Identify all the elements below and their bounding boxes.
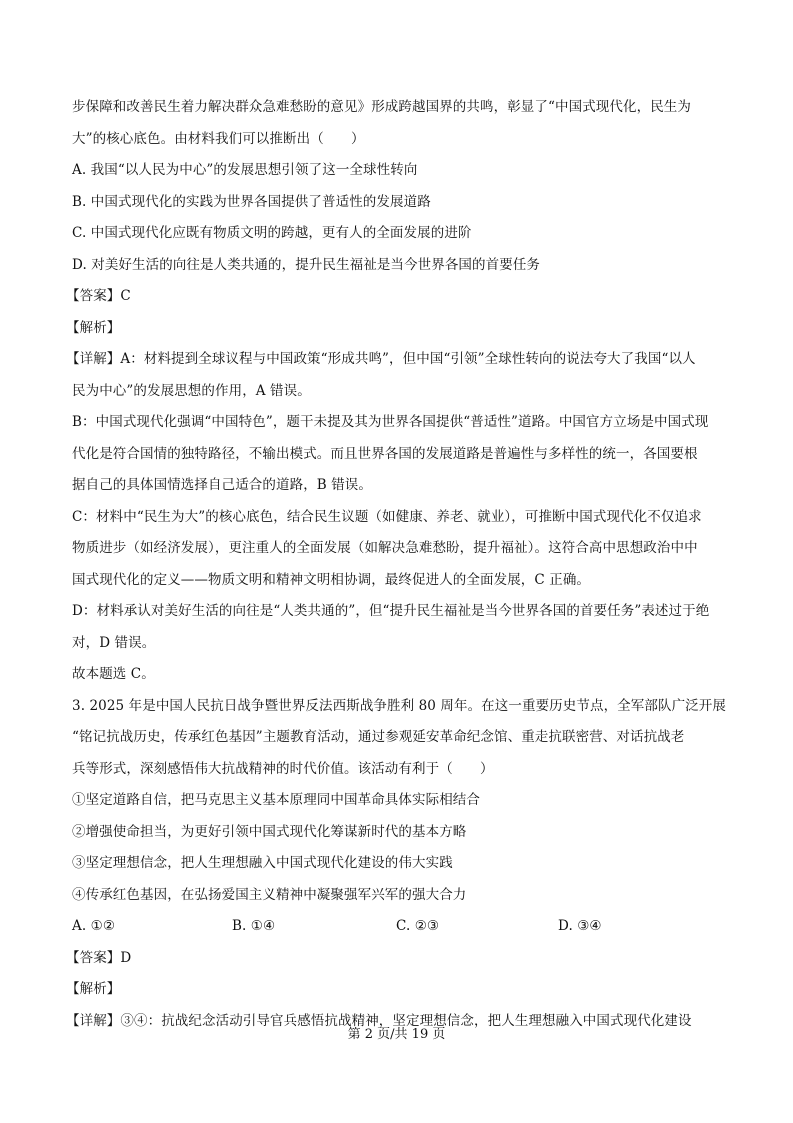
q2-detail-line: D：材料承认对美好生活的向往是“人类共通的”，但“提升民生福祉是当今世界各国的首要任务”表述过于绝 [72,603,710,619]
q2-option-a: A. 我国“以人民为中心”的发展思想引领了这一全球性转向 [72,162,418,178]
q2-detail-line: 【详解】A：材料提到全球议程与中国政策“形成共鸣”，但中国“引领”全球性转向的说法夸大了我国“以人 [66,351,696,367]
q2-detail-line: 据自己的具体国情选择自己适合的道路，B 错误。 [72,477,373,493]
q3-statement-1: ①坚定道路自信，把马克思主义基本原理同中国革命具体实际相结合 [72,792,480,808]
q3-stem-line: “铭记抗战历史，传承红色基因”主题教育活动，通过参观延安革命纪念馆、重走抗联密营、对话抗战老 [72,729,685,745]
q2-conclusion: 故本题选 C。 [72,666,155,682]
page-number-footer: 第 2 页/共 19 页 [347,1027,446,1042]
q2-answer: 【答案】C [66,288,131,304]
q3-stem-line: 3. 2025 年是中国人民抗日战争暨世界反法西斯战争胜利 80 周年。在这一重要历史节点，全军部队广泛开展 [72,697,726,714]
q3-statement-3: ③坚定理想信念，把人生理想融入中国式现代化建设的伟大实践 [72,855,453,871]
q3-detail-line: 【详解】③④：抗战纪念活动引导官兵感悟抗战精神，坚定理想信念，把人生理想融入中国式现代化建设 [66,1012,692,1029]
document-body [66,92,728,1037]
q2-detail-line: C：材料中“民生为大”的核心底色，结合民生议题（如健康、养老、就业），可推断中国式现代化不仅追求 [72,508,702,525]
q2-detail-line: B：中国式现代化强调“中国特色”，题干未提及其为世界各国提供“普适性”道路。中国官方立场是中国式现 [72,414,709,430]
q3-option-a: A. ①② [72,918,116,934]
q2-stem-line: 大”的核心底色。由材料我们可以推断出（ ） [72,130,365,147]
q2-analysis-label: 【解析】 [66,319,121,336]
q2-detail-line: 国式现代化的定义——物质文明和精神文明相协调，最终促进人的全面发展，C 正确。 [72,571,591,588]
q2-detail-line: 民为中心”的发展思想的作用，A 错误。 [72,382,311,399]
q3-option-c: C. ②③ [396,918,440,934]
q2-detail-line: 对，D 错误。 [72,634,156,651]
q2-option-c: C. 中国式现代化应既有物质文明的跨越，更有人的全面发展的进阶 [72,225,472,241]
q2-detail-line: 物质进步（如经济发展），更注重人的全面发展（如解决急难愁盼，提升福祉）。这符合高中思想政治中中 [72,540,698,556]
q3-statement-4: ④传承红色基因，在弘扬爱国主义精神中凝聚强军兴军的强大合力 [72,886,467,903]
q3-statement-2: ②增强使命担当，为更好引领中国式现代化筹谋新时代的基本方略 [72,823,467,840]
q3-option-d: D. ③④ [558,918,602,934]
q2-stem-line: 步保障和改善民生着力解决群众急难愁盼的意见》形成跨越国界的共鸣，彰显了“中国式现代化，民生为 [72,99,691,115]
q3-options-row [72,911,728,943]
q3-analysis-label: 【解析】 [66,981,121,997]
q2-detail-line: 代化是符合国情的独特路径，不输出模式。而且世界各国的发展道路是普遍性与多样性的统一，各国要根 [72,445,698,462]
q3-option-b: B. ①④ [232,918,276,934]
q3-answer: 【答案】D [66,949,132,966]
q2-option-d: D. 对美好生活的向往是人类共通的，提升民生福祉是当今世界各国的首要任务 [72,256,541,273]
q3-stem-line: 兵等形式，深刻感悟伟大抗战精神的时代价值。该活动有利于（ ） [72,760,494,777]
q2-option-b: B. 中国式现代化的实践为世界各国提供了普适性的发展道路 [72,193,431,210]
